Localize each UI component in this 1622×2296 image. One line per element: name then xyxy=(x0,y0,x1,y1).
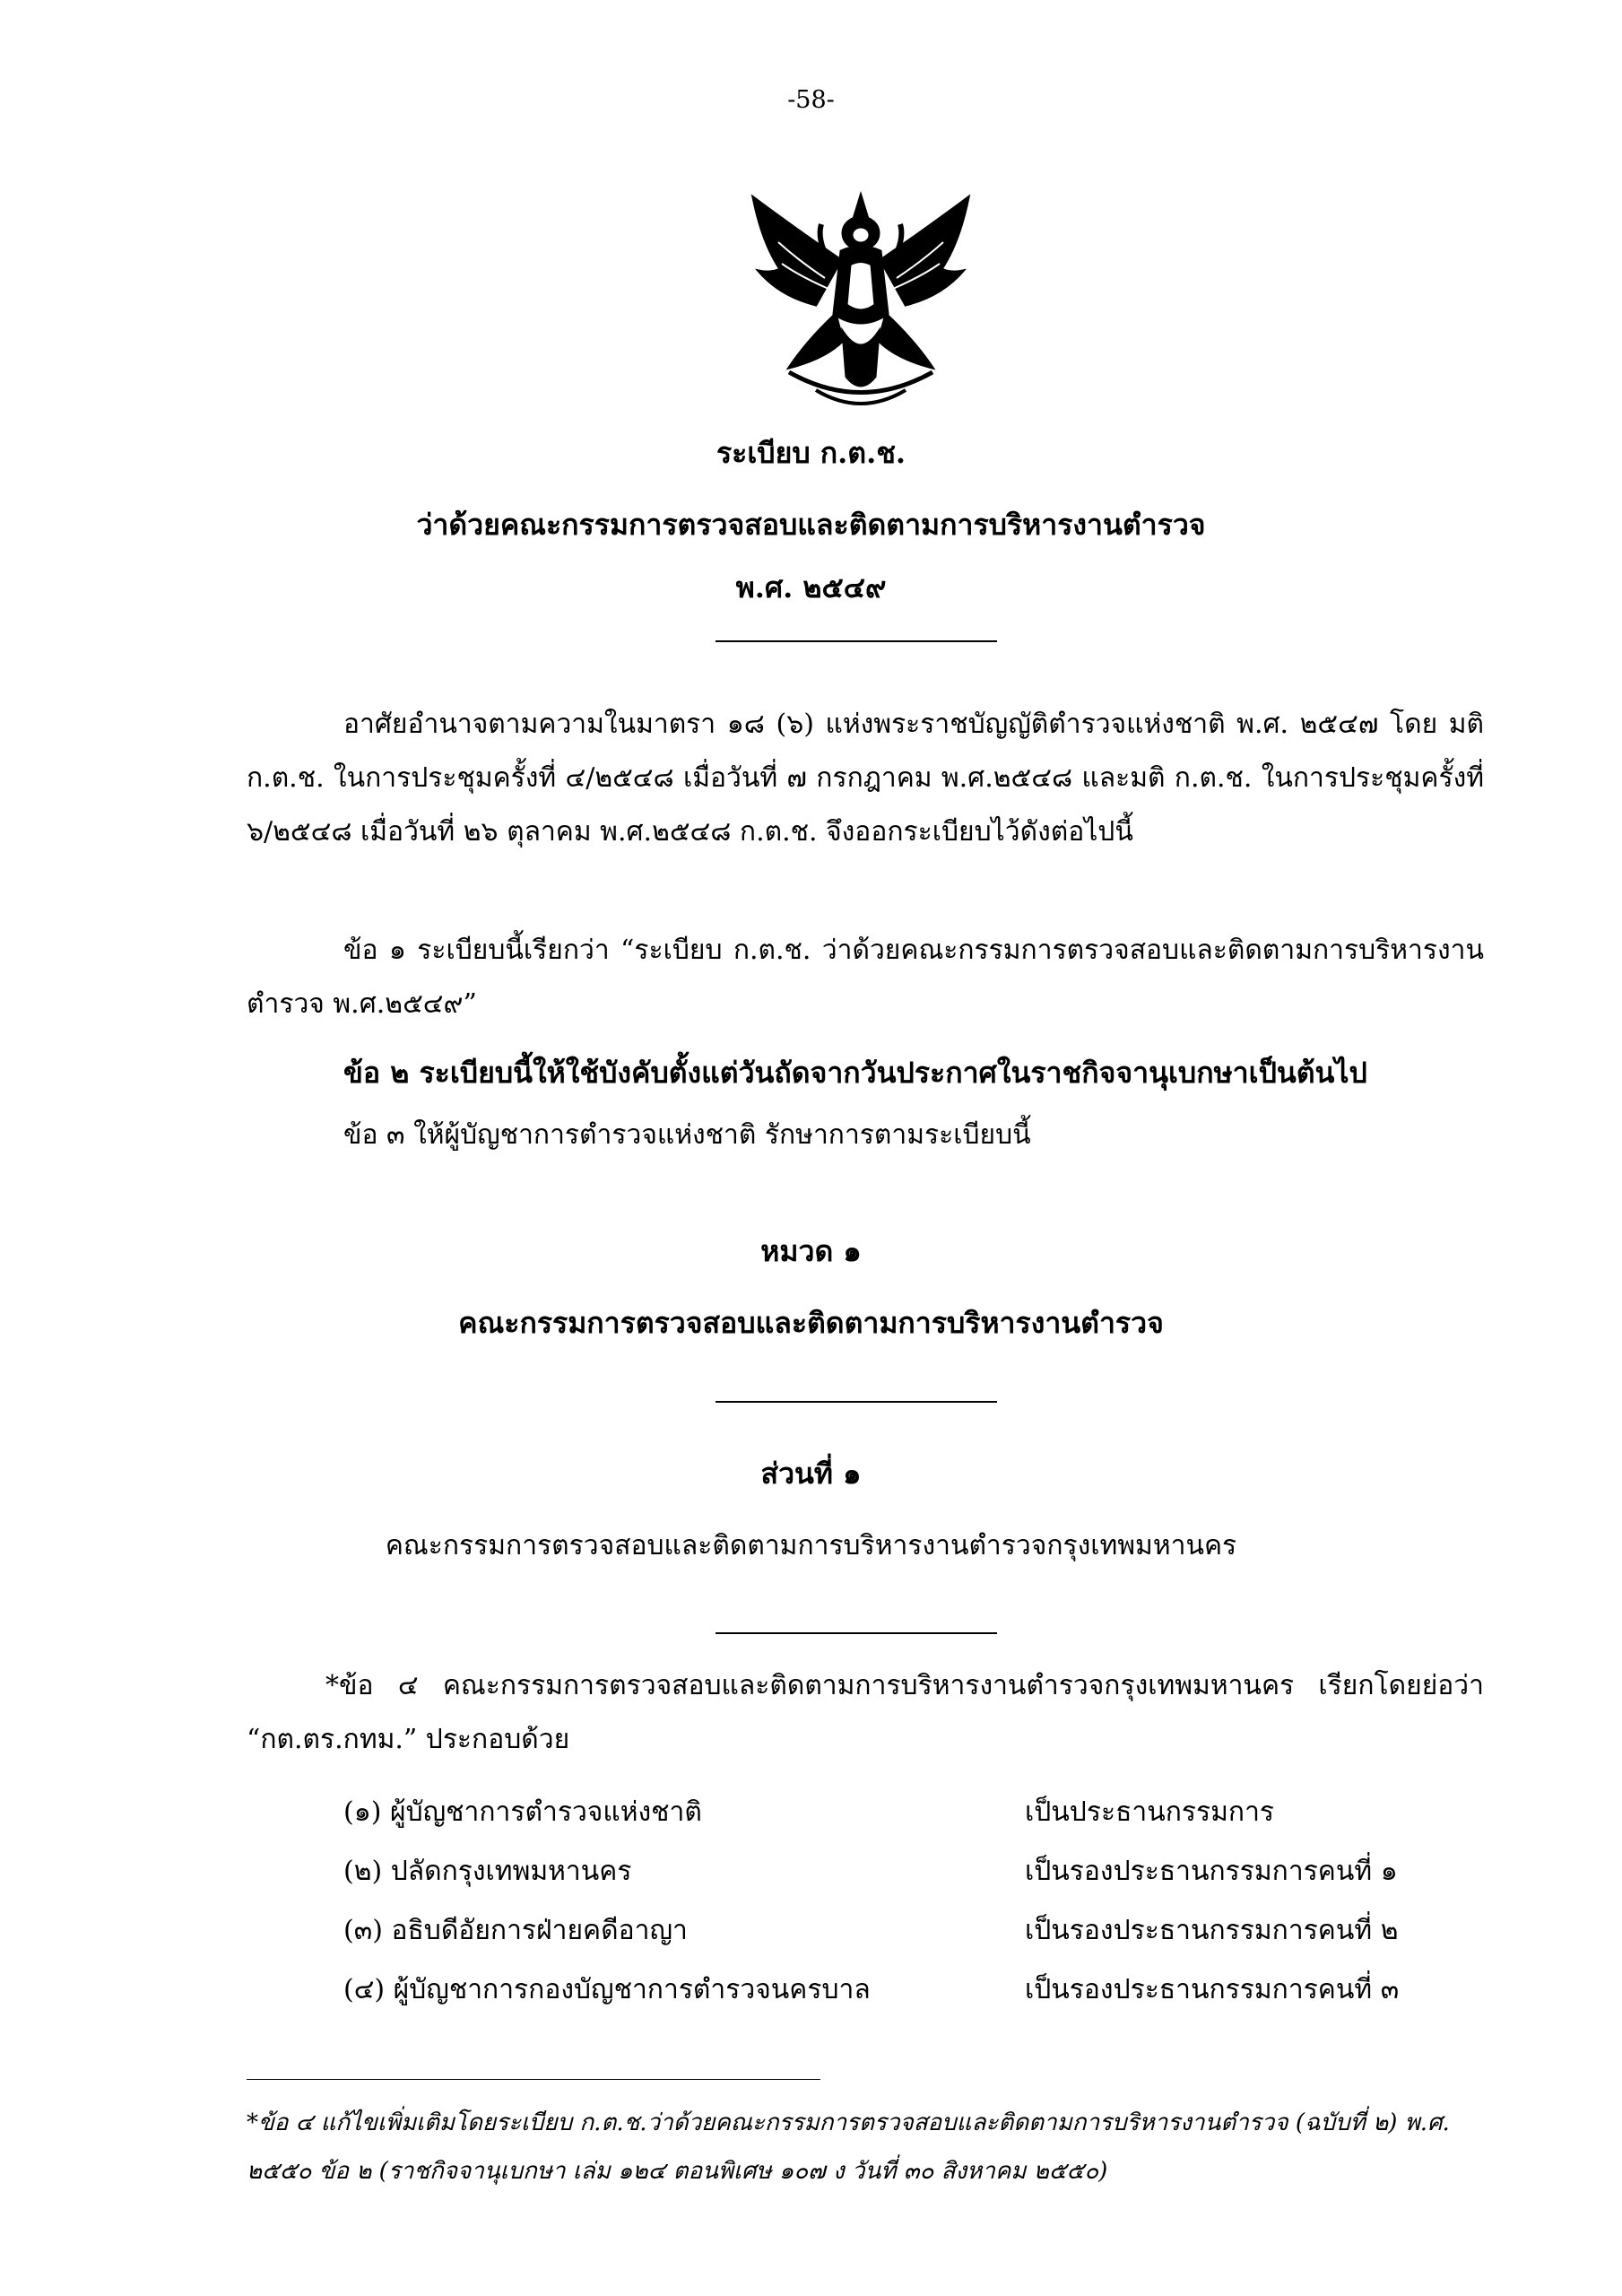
list-item xyxy=(343,1961,1509,2020)
member-name: (๔) ผู้บัญชาการกองบัญชาการตำรวจนครบาล xyxy=(343,1974,871,2005)
footnote: *ข้อ ๔ แก้ไขเพิ่มเติมโดยระเบียบ ก.ต.ช.ว่าด้วยคณะกรรมการตรวจสอบและติดตามการบริหารงานตำรวจ (ฉบับที่ ๒) พ.ศ. ๒๕๕๐ ข้อ ๒ (ราชกิจจานุเบกษา เล่ม ๑๒๔ ตอนพิเศษ ๑๐๗ ง วันที่ ๓๐ สิงหาคม ๒๕๕๐) xyxy=(247,2109,1450,2185)
article-1: ข้อ ๑ ระเบียบนี้เรียกว่า “ระเบียบ ก.ต.ช. ว่าด้วยคณะกรรมการตรวจสอบและติดตามการบริหารงานตำรวจ พ.ศ.๒๕๔๙” xyxy=(247,935,1484,1020)
member-list xyxy=(343,1783,1509,2020)
divider xyxy=(716,1632,997,1634)
member-role: เป็นรองประธานกรรมการคนที่ ๑ xyxy=(1025,1856,1398,1887)
page-number: -58- xyxy=(787,86,835,114)
chapter-label: หมวด ๑ xyxy=(760,1234,862,1268)
list-item xyxy=(343,1842,1509,1901)
member-name: (๒) ปลัดกรุงเทพมหานคร xyxy=(343,1856,632,1887)
regulation-title: ระเบียบ ก.ต.ช. xyxy=(716,436,906,470)
article-3: ข้อ ๓ ให้ผู้บัญชาการตำรวจแห่งชาติ รักษาการตามระเบียบนี้ xyxy=(343,1119,1031,1151)
chapter-title: คณะกรรมการตรวจสอบและติดตามการบริหารงานตำรวจ xyxy=(458,1306,1164,1340)
list-item xyxy=(343,1783,1509,1842)
member-role: เป็นรองประธานกรรมการคนที่ ๒ xyxy=(1025,1915,1399,1946)
member-name: (๓) อธิบดีอัยการฝ่ายคดีอาญา xyxy=(343,1915,688,1946)
article-2: ข้อ ๒ ระเบียบนี้ให้ใช้บังคับตั้งแต่วันถัดจากวันประกาศในราชกิจจานุเบกษาเป็นต้นไป xyxy=(343,1056,1367,1090)
member-role: เป็นรองประธานกรรมการคนที่ ๓ xyxy=(1025,1974,1400,2005)
member-name: (๑) ผู้บัญชาการตำรวจแห่งชาติ xyxy=(343,1796,702,1828)
footnote-divider xyxy=(247,2079,820,2080)
part-title: คณะกรรมการตรวจสอบและติดตามการบริหารงานตำรวจกรุงเทพมหานคร xyxy=(385,1530,1237,1561)
preamble-paragraph: อาศัยอำนาจตามความในมาตรา ๑๘ (๖) แห่งพระราชบัญญัติตำรวจแห่งชาติ พ.ศ. ๒๕๔๗ โดย มติ ก.ต.ช. ในการประชุมครั้งที่ ๔/๒๕๔๘ เมื่อวันที่ ๗ กรกฎาคม พ.ศ.๒๕๔๘ และมติ ก.ต.ช. ในการประชุมครั้งที่ ๖/๒๕๔๘ เมื่อวันที่ ๒๖ ตุลาคม พ.ศ.๒๕๔๘ ก.ต.ช. จึงออกระเบียบไว้ดังต่อไปนี้ xyxy=(247,709,1484,848)
regulation-year: พ.ศ. ๒๕๔๙ xyxy=(735,570,887,604)
list-item xyxy=(343,1901,1509,1961)
member-role: เป็นประธานกรรมการ xyxy=(1025,1796,1275,1828)
divider xyxy=(716,640,997,642)
part-label: ส่วนที่ ๑ xyxy=(760,1457,862,1491)
divider xyxy=(716,1401,997,1403)
garuda-emblem-icon xyxy=(735,188,986,422)
article-4: *ข้อ ๔ คณะกรรมการตรวจสอบและติดตามการบริหารงานตำรวจกรุงเทพมหานคร เรียกโดยย่อว่า “กต.ตร.กทม.” ประกอบด้วย xyxy=(247,1670,1484,1755)
regulation-subject: ว่าด้วยคณะกรรมการตรวจสอบและติดตามการบริหารงานตำรวจ xyxy=(416,508,1206,542)
